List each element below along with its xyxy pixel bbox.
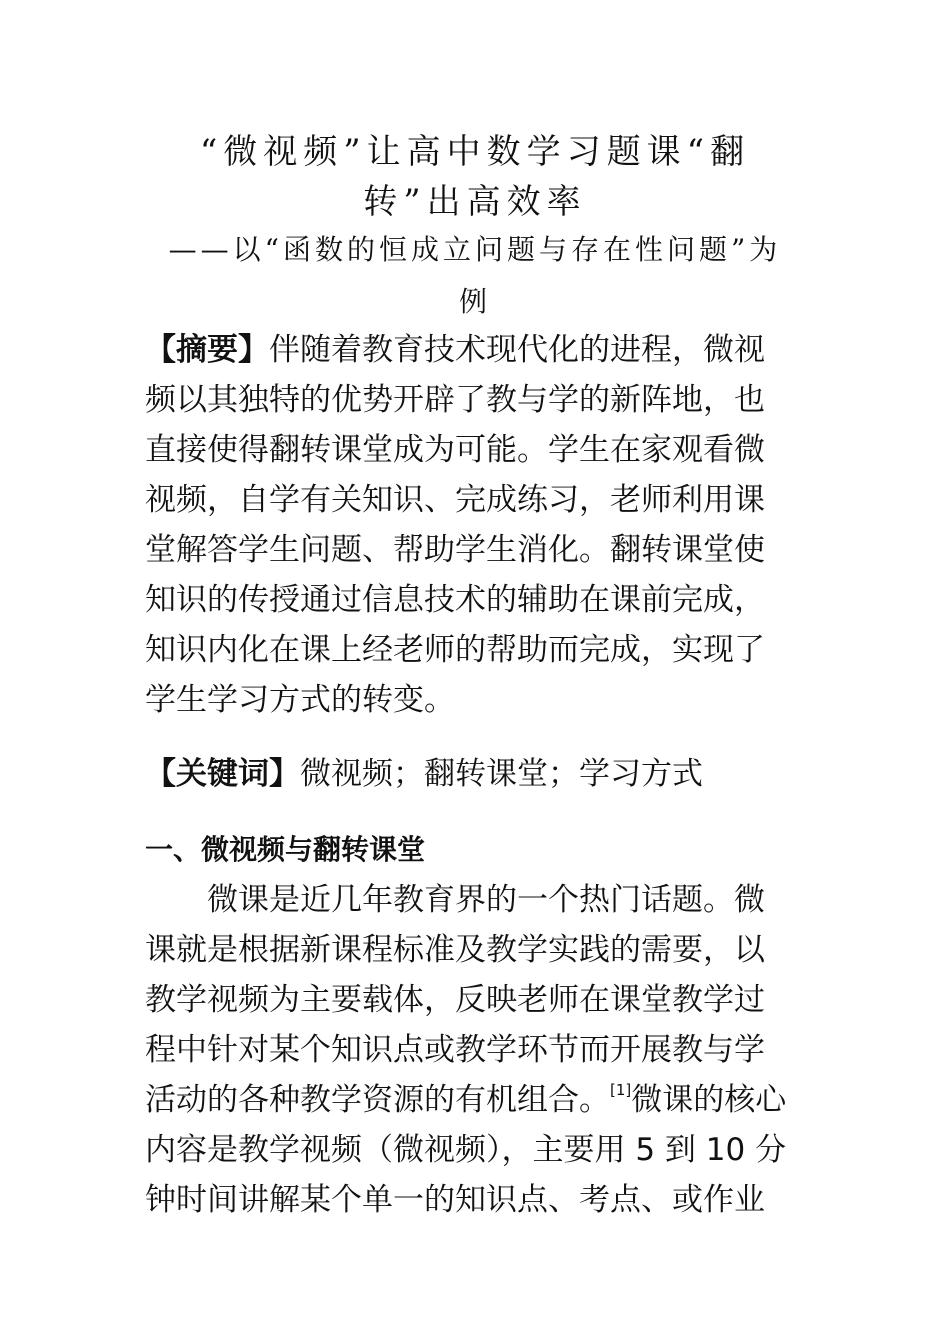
section-line-2: 课就是根据新课程标准及教学实践的需要，以	[145, 932, 765, 968]
section-line-5	[145, 1078, 786, 1122]
section-line-5-text: 活动的各种教学资源的有机组合。	[145, 1082, 610, 1118]
abstract-text: 伴随着教育技术现代化的进程，微视	[269, 332, 765, 368]
subtitle-line-2: 例	[458, 285, 491, 318]
keywords-text: 微视频；翻转课堂；学习方式	[300, 756, 703, 792]
citation-marker[interactable]: [1]	[610, 1081, 632, 1099]
section-line-1: 微课是近几年教育界的一个热门话题。微	[207, 882, 765, 918]
section-line-3: 教学视频为主要载体，反映老师在课堂教学过	[145, 982, 765, 1018]
title-line-2: 转”出高效率	[363, 182, 587, 222]
section-line-5-tail: 微课的核心	[631, 1082, 787, 1118]
abstract-line-8: 学生学习方式的转变。	[145, 682, 455, 718]
abstract-line-4: 视频，自学有关知识、完成练习，老师利用课	[145, 482, 765, 518]
section-line-6: 内容是教学视频（微视频），主要用 5 到 10 分	[145, 1132, 787, 1168]
abstract-line-7: 知识内化在课上经老师的帮助而完成，实现了	[145, 632, 765, 668]
section-line-4: 程中针对某个知识点或教学环节而开展教与学	[145, 1032, 765, 1068]
abstract-line-6: 知识的传授通过信息技术的辅助在课前完成，	[145, 582, 765, 618]
section-line-7: 钟时间讲解某个单一的知识点、考点、或作业	[145, 1182, 765, 1218]
abstract-line-5: 堂解答学生问题、帮助学生消化。翻转课堂使	[145, 532, 765, 568]
section-heading: 一、微视频与翻转课堂	[145, 833, 426, 866]
abstract-line-2: 频以其独特的优势开辟了教与学的新阵地，也	[145, 382, 765, 418]
keywords-line	[145, 752, 703, 796]
title-line-1: “微视频”让高中数学习题课“翻	[199, 132, 751, 172]
abstract-line-3: 直接使得翻转课堂成为可能。学生在家观看微	[145, 432, 765, 468]
abstract-label: 【摘要】	[145, 332, 269, 368]
abstract-line-1	[145, 328, 765, 372]
keywords-label: 【关键词】	[145, 756, 300, 792]
subtitle-line-1: ——以“函数的恒成立问题与存在性问题”为	[168, 233, 782, 266]
